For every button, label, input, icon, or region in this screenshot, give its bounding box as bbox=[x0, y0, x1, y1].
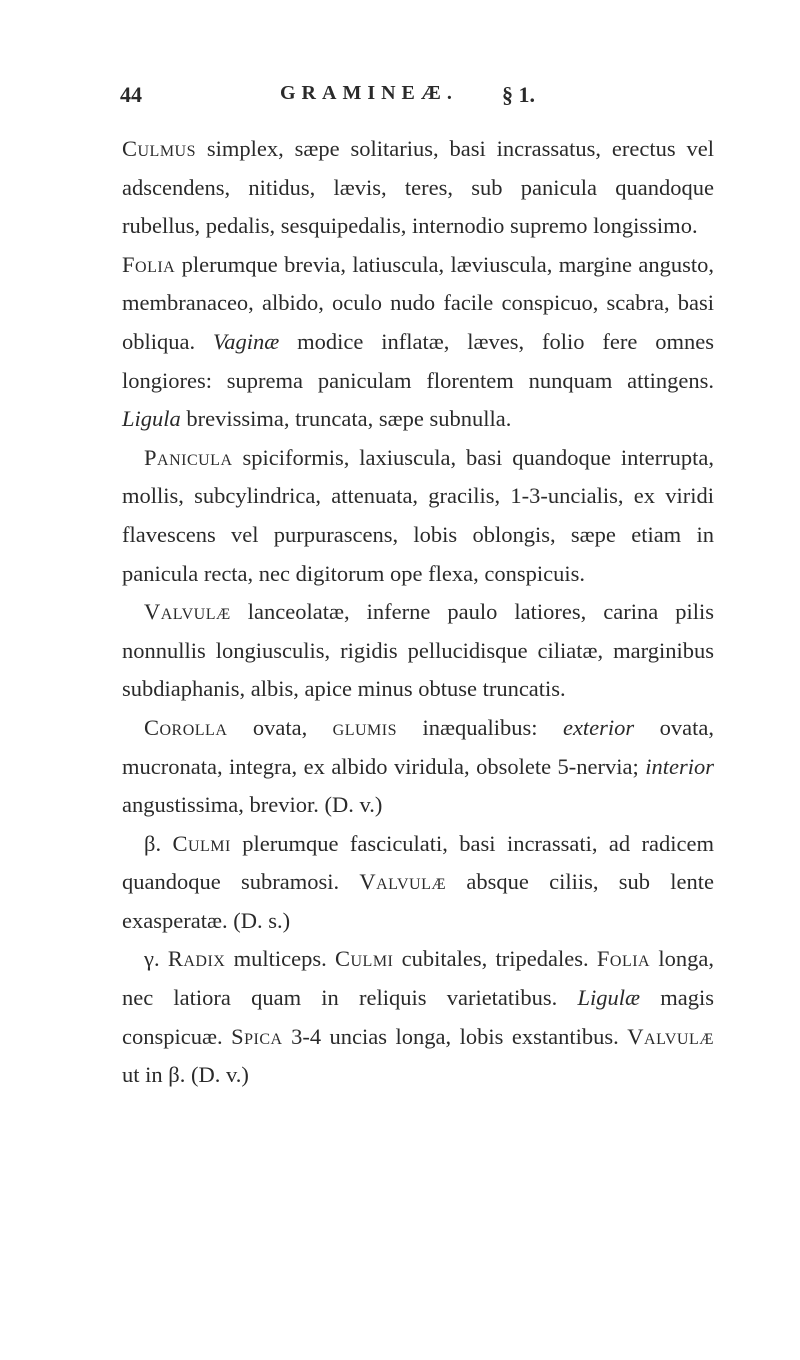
term-panicula: Panicula bbox=[144, 444, 233, 470]
running-title: GRAMINEÆ. bbox=[280, 82, 458, 104]
paragraph-text: brevissima, truncata, sæpe subnulla. bbox=[180, 406, 512, 432]
paragraph-text: ut in β. (D. v.) bbox=[122, 1062, 249, 1088]
paragraph-variety-gamma bbox=[122, 940, 714, 1094]
variety-marker: γ. bbox=[144, 946, 168, 972]
term-ligula: Ligula bbox=[122, 406, 181, 432]
term-valvulae: Valvulæ bbox=[627, 1023, 714, 1049]
term-culmus: Culmus bbox=[122, 136, 197, 161]
paragraph-text: inæqualibus: bbox=[397, 714, 563, 740]
paragraph-text: angustissima, brevior. (D. v.) bbox=[122, 792, 383, 818]
term-ligulae: Ligulæ bbox=[577, 985, 641, 1011]
paragraph-text: ovata, bbox=[227, 714, 333, 740]
section-mark: § 1. bbox=[502, 82, 535, 107]
running-header bbox=[120, 82, 560, 122]
paragraph-text: 3-4 uncias longa, lobis exstantibus. bbox=[282, 1023, 628, 1049]
paragraph-culmus bbox=[122, 130, 714, 246]
paragraph-text: longa, nec latiora quam in reliquis varietatibus. bbox=[122, 946, 715, 1011]
paragraph-text: lanceolatæ, inferne paulo latiores, carina pilis nonnullis longiusculis, rigidis pellucidisque ciliatæ, marginibus subdiaphanis, albis, apice minus obtuse truncatis. bbox=[122, 599, 714, 702]
paragraph-text: plerumque brevia, latiuscula, læviuscula, margine angusto, membranaceo, albido, oculo nudo facile conspicuo, scabra, basi obliqua. bbox=[122, 251, 714, 354]
term-corolla: Corolla bbox=[144, 714, 228, 740]
paragraph-text: absque ciliis, sub lente exasperatæ. (D. s.) bbox=[122, 869, 714, 933]
term-folia: Folia bbox=[596, 946, 651, 972]
page-number: 44 bbox=[120, 82, 142, 107]
paragraph-text: spiciformis, laxiuscula, basi quandoque interrupta, mollis, subcylindrica, attenuata, gracilis, 1-3-uncialis, ex viridi flavescens vel purpurascens, lobis oblongis, sæpe etiam in panicula recta, nec digitorum ope flexa, conspicuis. bbox=[122, 444, 714, 586]
paragraph-text: modice inflatæ, læves, folio fere omnes longiores: suprema paniculam florentem nunquam attingens. bbox=[122, 328, 714, 393]
term-valvulae: Valvulæ bbox=[144, 599, 231, 625]
term-spica: Spica bbox=[231, 1023, 283, 1049]
term-exterior: exterior bbox=[562, 714, 635, 740]
paragraph-text: ovata, mucronata, integra, ex albido viridula, obsolete 5-nervia; bbox=[122, 714, 714, 779]
paragraph-folia bbox=[122, 246, 714, 439]
term-vaginae: Vaginæ bbox=[213, 328, 280, 354]
paragraph-variety-beta bbox=[122, 825, 714, 941]
term-radix: Radix bbox=[167, 946, 226, 972]
paragraph-valvulae bbox=[122, 593, 714, 709]
paragraph-text: magis conspicuæ. bbox=[122, 985, 714, 1049]
paragraph-panicula bbox=[122, 439, 714, 593]
paragraph-corolla bbox=[122, 709, 714, 825]
term-glumis: glumis bbox=[332, 714, 398, 740]
variety-marker: β. bbox=[144, 830, 173, 856]
term-folia: Folia bbox=[122, 251, 176, 277]
paragraph-text: simplex, sæpe solitarius, basi incrassatus, erectus vel adscendens, nitidus, lævis, teres, sub panicula quandoque rubellus, pedalis, sesquipedalis, internodio supremo longissimo. bbox=[122, 136, 714, 239]
term-culmi: Culmi bbox=[172, 830, 231, 856]
term-valvulae: Valvulæ bbox=[359, 869, 447, 895]
term-culmi: Culmi bbox=[335, 946, 394, 972]
paragraph-text: multiceps. bbox=[225, 946, 335, 972]
paragraph-text: cubitales, tripedales. bbox=[393, 946, 597, 972]
page-body bbox=[122, 130, 714, 1095]
term-interior: interior bbox=[645, 753, 714, 779]
paragraph-text: plerumque fasciculati, basi incrassati, ad radicem quandoque subramosi. bbox=[122, 830, 714, 895]
